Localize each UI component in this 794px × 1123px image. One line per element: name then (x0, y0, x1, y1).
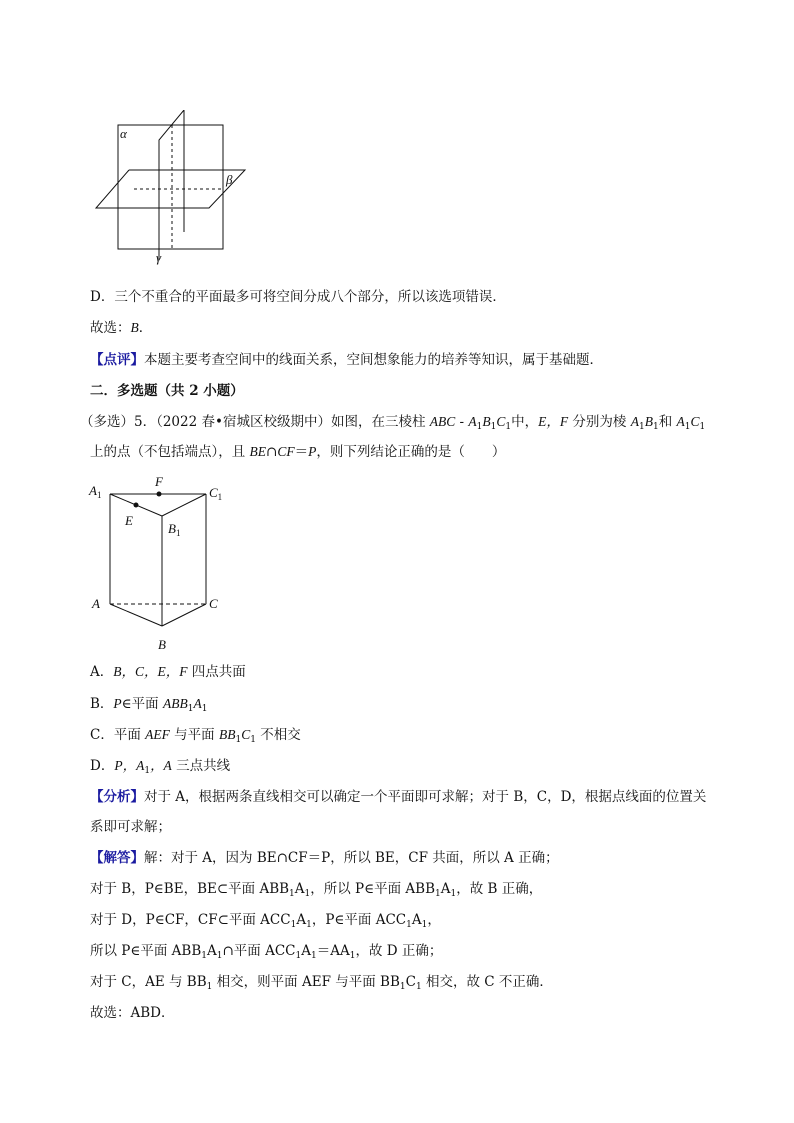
solution-line3: 对于 D，P∈CF，CF⊂平面 $ACC_1A_1$，P∈平面 $ACC_1A_1$， (90, 912, 441, 930)
label-alpha: α (120, 126, 127, 141)
label-beta: β (226, 172, 233, 187)
option-b: B．P∈平面 $ABB_1A_1$ (90, 696, 208, 714)
solution-line5: 对于 C，AE 与 $BB_1$ 相交，则平面 AEF 与平面 $BB_1C_1$ 相交，故 C 不正确． (90, 974, 553, 992)
answer-line-2: 故选：ABD． (90, 1005, 175, 1021)
option-d: D．P，$A_1$，A 三点共线 (90, 758, 231, 776)
comment-line: 【点评】本题主要考查空间中的线面关系，空间想象能力的培养等知识，属于基础题． (90, 352, 603, 368)
label-gamma: γ (156, 250, 162, 265)
question-5-line2: 上的点（不包括端点），且 BE∩CF＝P，则下列结论正确的是（ ） (90, 444, 506, 460)
solution-line2: 对于 B，P∈BE，BE⊂平面 $ABB_1A_1$，所以 P∈平面 $ABB_1A_1$，故 B 正确， (90, 881, 543, 899)
label-c: C (209, 596, 218, 611)
label-f: F (155, 474, 163, 489)
option-a: A．B，C，E，F 四点共面 (90, 664, 246, 680)
point-e (134, 503, 139, 508)
section-header: 二．多选题（共 2 小题） (90, 383, 244, 399)
solution-line1: 【解答】解：对于 A，因为 BE∩CF＝P，所以 BE，CF 共面，所以 A 正确； (90, 850, 559, 866)
option-c: C．平面 AEF 与平面 $BB_1C_1$ 不相交 (90, 727, 301, 745)
three-planes-figure (94, 110, 254, 270)
analysis-line1: 【分析】对于 A，根据两条直线相交可以确定一个平面即可求解；对于 B，C，D，根据点线面的位置关 (90, 789, 707, 805)
plane-alpha (118, 125, 223, 249)
prism-figure (86, 470, 236, 660)
label-e: E (125, 513, 133, 528)
option-d-line: D．三个不重合的平面最多可将空间分成八个部分，所以该选项错误． (90, 289, 506, 305)
solution-line4: 所以 P∈平面 $ABB_1A_1\cap$平面 $ACC_1A_1=AA_1$，故 D 正确； (90, 943, 443, 961)
point-f (157, 492, 162, 497)
label-c1: $C_1$ (209, 485, 223, 502)
label-b1: $B_1$ (168, 521, 181, 538)
label-a: A (92, 596, 100, 611)
answer-line-1: 故选：B． (90, 320, 153, 336)
label-a1: $A_1$ (89, 483, 102, 500)
question-5-line1: （多选）5．（2022 春•宿城区校级期中）如图，在三棱柱 ABC - $A_1B_1C_1$中，E，F 分别为棱 $A_1B_1$和 $A_1C_1$ (80, 414, 706, 432)
label-b: B (158, 637, 166, 652)
analysis-line2: 系即可求解； (90, 819, 171, 835)
